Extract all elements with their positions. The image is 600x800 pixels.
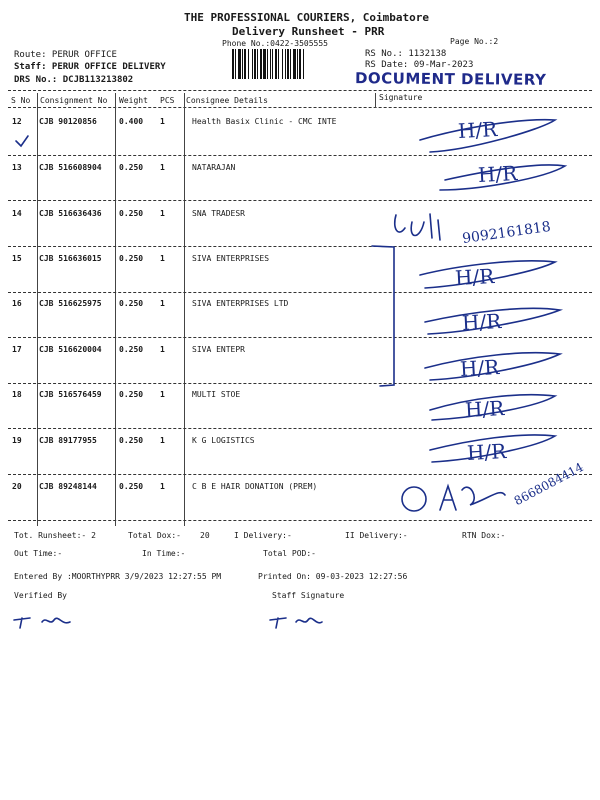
row-consignment-no: CJB 516576459 [39, 390, 102, 399]
row-pcs: 1 [160, 390, 165, 399]
col-header-consignee: Consignee Details [186, 96, 268, 105]
row-sno: 14 [12, 209, 22, 218]
row-consignee: Health Basix Clinic - CMC INTE [192, 117, 337, 126]
row-pcs: 1 [160, 209, 165, 218]
col-header-sno: S No [11, 96, 31, 105]
row-sno: 17 [12, 345, 22, 354]
row-consignee: MULTI STOE [192, 390, 241, 399]
page-number: Page No.:2 [450, 37, 499, 46]
row-consignment-no: CJB 516636436 [39, 209, 102, 218]
row-weight: 0.250 [119, 436, 144, 445]
row-sno: 12 [12, 117, 22, 126]
row-sno: 18 [12, 390, 22, 399]
col-header-weight: Weight [119, 96, 148, 105]
signature-phone: 9092161818 [461, 218, 552, 248]
rs-number: RS No.: 1132138 [365, 49, 447, 59]
row-weight: 0.250 [119, 345, 144, 354]
rtn-dox: RTN Dox:- [462, 531, 506, 540]
row-consignment-no: CJB 516620004 [39, 345, 102, 354]
row-consignee: SNA TRADESR [192, 209, 245, 218]
signature-hr: H/R [477, 160, 518, 188]
document-delivery-stamp: DOCUMENT DELIVERY [354, 69, 547, 89]
signature-hr: H/R [454, 263, 495, 291]
col-header-signature: Signature [379, 93, 423, 102]
total-dox-label: Total Dox:- [128, 531, 181, 540]
row-pcs: 1 [160, 436, 165, 445]
signature-hr: H/R [461, 308, 502, 336]
staff-signature: Staff Signature [272, 591, 345, 600]
row-consignment-no: CJB 89248144 [39, 482, 97, 491]
phone-number: Phone No.:0422-3505555 [222, 39, 328, 48]
row-pcs: 1 [160, 163, 165, 172]
row-weight: 0.250 [119, 254, 144, 263]
row-sno: 13 [12, 163, 22, 172]
row-consignee: C B E HAIR DONATION (PREM) [192, 482, 318, 491]
signature-hr: H/R [464, 395, 505, 423]
row-consignee: K G LOGISTICS [192, 436, 255, 445]
staff-label: Staff: PERUR OFFICE DELIVERY [14, 62, 166, 72]
row-consignee: SIVA ENTERPRISES [192, 254, 270, 263]
col-header-consignment: Consignment No [40, 96, 108, 105]
verified-by: Verified By [14, 591, 67, 600]
in-time: In Time:- [142, 549, 186, 558]
row-consignment-no: CJB 516625975 [39, 299, 102, 308]
row-sno: 19 [12, 436, 22, 445]
printed-on: Printed On: 09-03-2023 12:27:56 [258, 572, 408, 581]
row-weight: 0.250 [119, 390, 144, 399]
row-consignment-no: CJB 516636015 [39, 254, 102, 263]
company-title: THE PROFESSIONAL COURIERS, Coimbatore [184, 11, 430, 24]
row-sno: 16 [12, 299, 22, 308]
total-runsheet: Tot. Runsheet:- 2 [14, 531, 96, 540]
row-sno: 20 [12, 482, 22, 491]
row-consignment-no: CJB 516608904 [39, 163, 102, 172]
row-pcs: 1 [160, 254, 165, 263]
signature-hr: H/R [457, 116, 498, 144]
row-pcs: 1 [160, 345, 165, 354]
row-pcs: 1 [160, 482, 165, 491]
row-weight: 0.250 [119, 299, 144, 308]
row-consignment-no: CJB 90120856 [39, 117, 97, 126]
route-label: Route: PERUR OFFICE [14, 50, 117, 60]
row-consignee: SIVA ENTERPRISES LTD [192, 299, 289, 308]
row-weight: 0.250 [119, 482, 144, 491]
row-pcs: 1 [160, 299, 165, 308]
ii-delivery: II Delivery:- [345, 531, 408, 540]
signature-hr: H/R [466, 438, 507, 466]
i-delivery: I Delivery:- [234, 531, 292, 540]
row-weight: 0.250 [119, 163, 144, 172]
runsheet-title: Delivery Runsheet - PRR [232, 25, 385, 38]
total-dox-value: 20 [200, 531, 210, 540]
row-consignment-no: CJB 89177955 [39, 436, 97, 445]
row-consignee: NATARAJAN [192, 163, 236, 172]
row-consignee: SIVA ENTEPR [192, 345, 245, 354]
signature-phone: 8668084414 [511, 459, 586, 509]
rs-date: RS Date: 09-Mar-2023 [365, 60, 474, 70]
row-weight: 0.400 [119, 117, 144, 126]
col-header-pcs: PCS [160, 96, 175, 105]
drs-number: DRS No.: DCJB113213802 [14, 75, 134, 85]
row-pcs: 1 [160, 117, 165, 126]
signature-hr: H/R [459, 354, 500, 382]
entered-by: Entered By :MOORTHYPRR 3/9/2023 12:27:55 PM [14, 572, 222, 581]
row-sno: 15 [12, 254, 22, 263]
total-pod: Total POD:- [263, 549, 316, 558]
out-time: Out Time:- [14, 549, 63, 558]
row-weight: 0.250 [119, 209, 144, 218]
